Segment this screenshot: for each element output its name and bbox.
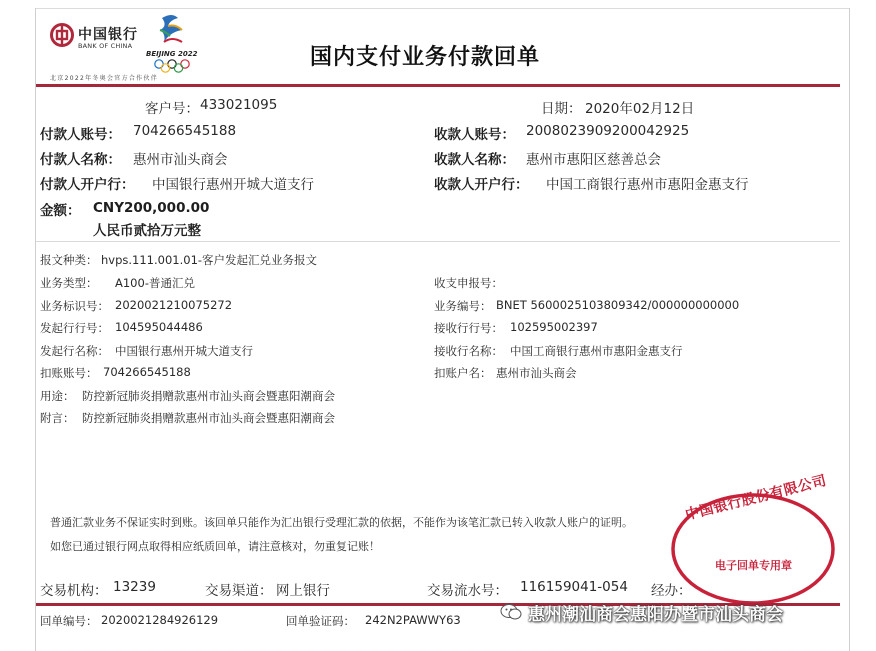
page-title: 国内支付业务付款回单: [310, 44, 541, 70]
bank-of-china-icon: [50, 23, 74, 47]
amount-value: CNY200,000.00: [93, 200, 210, 216]
customer-no-label: 客户号：: [145, 101, 199, 117]
send-bank-no-label: 发起行行号：: [40, 321, 109, 335]
payee-name: 惠州市惠阳区慈善总会: [526, 152, 661, 168]
recv-bank-name-label: 接收行名称：: [434, 344, 503, 358]
debit-acct-label: 扣账账号：: [40, 366, 98, 380]
amount-words: 人民币贰拾万元整: [93, 223, 201, 239]
remark: 防控新冠肺炎捐赠款惠州市汕头商会暨惠阳潮商会: [82, 411, 335, 425]
payee-bank: 中国工商银行惠州市惠阳金惠支行: [546, 177, 749, 193]
wechat-icon: [500, 602, 522, 622]
date-label: 日期：: [541, 101, 582, 117]
payer-name-label: 付款人名称：: [40, 152, 121, 168]
receipt-no-footer: 2020021284926129: [101, 613, 219, 627]
biz-no-label: 业务编号：: [434, 299, 492, 313]
frame-left: [35, 8, 36, 651]
frame-top: [35, 8, 850, 9]
biz-type-label: 业务类型：: [40, 276, 98, 290]
remark-label: 附言：: [40, 411, 75, 425]
frame-right: [849, 8, 850, 651]
recv-bank-name: 中国工商银行惠州市惠阳金惠支行: [510, 344, 683, 358]
beijing-2022-emblem-icon: [148, 12, 196, 50]
biz-type: A100-普通汇兑: [115, 276, 195, 290]
official-seal: [669, 472, 837, 607]
amount-divider: [36, 241, 840, 242]
olympic-rings-icon: [152, 59, 192, 73]
header-divider: [36, 84, 840, 87]
payer-bank: 中国银行惠州开城大道支行: [152, 177, 314, 193]
debit-name-label: 扣账户名：: [434, 366, 492, 380]
serial: 116159041-054: [520, 579, 628, 595]
payee-account: 2008023909200042925: [526, 123, 690, 139]
notice-line-1: 普通汇款业务不保证实时到账。该回单只能作为汇出银行受理汇款的依据，不能作为该笔汇款已转入收款人账户的证明。: [50, 516, 633, 529]
recv-bank-no: 102595002397: [510, 320, 598, 334]
customer-no: 433021095: [200, 97, 278, 113]
seal-bottom-text: 电子回单专用章: [715, 559, 792, 572]
channel-label: 交易渠道：: [205, 583, 273, 599]
biz-id-label: 业务标识号：: [40, 299, 109, 313]
olympic-text: BEIJING 2022: [146, 50, 198, 58]
biz-no: BNET 5600025103809342/000000000000: [496, 298, 740, 312]
partner-text: 北京2022年冬奥会官方合作伙伴: [50, 75, 159, 82]
notice-line-2: 如您已通过银行网点取得相应纸质回单，请注意核对，勿重复记账！: [50, 540, 380, 553]
biz-id: 2020021210075272: [115, 298, 233, 312]
receipt-no-label: 收支申报号：: [434, 276, 503, 290]
payer-bank-label: 付款人开户行：: [40, 177, 135, 193]
institution: 13239: [113, 579, 156, 595]
purpose-label: 用途：: [40, 389, 75, 403]
purpose: 防控新冠肺炎捐赠款惠州市汕头商会暨惠阳潮商会: [82, 389, 335, 403]
date: 2020年02月12日: [585, 101, 695, 117]
msg-type: hvps.111.001.01-客户发起汇兑业务报文: [101, 253, 318, 267]
watermark-text: 惠州潮汕商会惠阳办暨市汕头商会: [528, 605, 783, 625]
olympic-emblem: [148, 12, 196, 76]
payer-name: 惠州市汕头商会: [133, 152, 228, 168]
bank-name-cn: 中国银行: [78, 27, 138, 43]
msg-type-label: 报文种类：: [40, 253, 98, 267]
debit-acct: 704266545188: [103, 365, 191, 379]
bank-name-en: BANK OF CHINA: [78, 42, 133, 50]
receipt-no-footer-label: 回单编号：: [40, 614, 98, 628]
send-bank-name: 中国银行惠州开城大道支行: [115, 344, 253, 358]
serial-label: 交易流水号：: [427, 583, 508, 599]
send-bank-name-label: 发起行名称：: [40, 344, 109, 358]
institution-label: 交易机构：: [40, 583, 108, 599]
channel: 网上银行: [276, 583, 330, 599]
payee-name-label: 收款人名称：: [434, 152, 515, 168]
payee-bank-label: 收款人开户行：: [434, 177, 529, 193]
send-bank-no: 104595044486: [115, 320, 203, 334]
verify-label: 回单验证码：: [286, 614, 355, 628]
amount-label: 金额：: [40, 203, 81, 219]
seal-top-text: 中国银行股份有限公司: [683, 472, 829, 524]
payee-account-label: 收款人账号：: [434, 127, 515, 143]
payer-account: 704266545188: [133, 123, 237, 139]
debit-name: 惠州市汕头商会: [496, 366, 577, 380]
recv-bank-no-label: 接收行行号：: [434, 321, 503, 335]
handler-label: 经办：: [651, 583, 692, 599]
payer-account-label: 付款人账号：: [40, 127, 121, 143]
verify: 242N2PAWWY63: [365, 613, 461, 627]
